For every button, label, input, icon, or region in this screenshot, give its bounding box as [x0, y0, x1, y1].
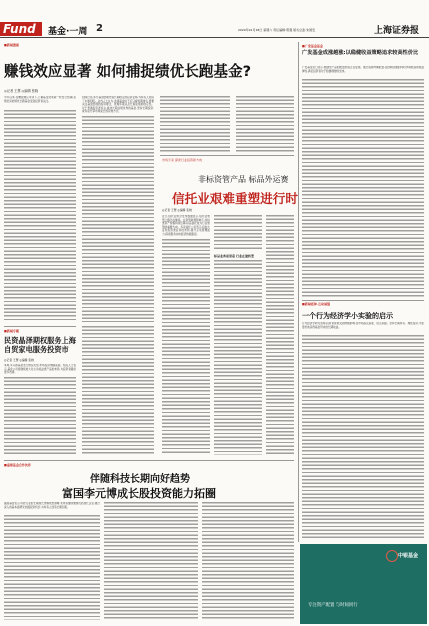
sidebar-col-1 — [4, 377, 76, 455]
lead-byline: ◎记者 王慧 ◎编辑 张晓 — [4, 89, 39, 93]
feature-headline: 信托业艰难重塑进行时 — [172, 191, 298, 206]
masthead-date-line: 2020年01月18日 星期六 责任编辑:陈强 版式总监:朱国安 — [238, 28, 316, 32]
right-top-body: 广发基金近日表示,稳健型产品的配置价值正在显现。通过股债均衡配置,在控制回撤的同时争取较高的收益弹性,满足投资者对于稳健理财的需求。 — [302, 66, 424, 73]
sidebar-body: 本周,多只新基金发行情况火热,市场投资情绪高涨。相关人士表示,基金公司将继续加大对主动权益类产品的布局,为投资者提供更多选择。 — [4, 364, 76, 375]
sidebar-label: ■新闻专题 — [4, 329, 19, 333]
ad-brand: 中银基金 — [398, 553, 419, 559]
lead-col-2 — [82, 116, 154, 322]
masthead — [0, 22, 429, 36]
bottom-headline: 富国李元博成长股投资能力拓圈 — [62, 487, 216, 500]
right-bottom-rule — [302, 300, 424, 301]
lead-headline: 赚钱效应显著 如何捕捉绩优长跑基金? — [4, 63, 252, 80]
ad-block — [300, 544, 427, 624]
masthead-section: 基金·一周 — [48, 27, 88, 37]
feature-section-title: 标品业务前景看 行业在途转型 — [214, 254, 255, 258]
lead-col-1 — [4, 110, 76, 322]
feature-col-4 — [266, 215, 294, 455]
lead-body: 回顾过往,部分基金经理凭借长期稳定的投资业绩,为持有人创造了丰厚回报。业内人士认为,选择基金时不应只看短期排名,更要关注基金经理的投资理念、管理年限以及长期业绩的稳定性。对于普通投资者而言,挑选长期业绩优秀的基金,坚持长期投资,或许是分享市场成长的有效方式。 — [82, 96, 154, 114]
ad-slogan: 专注资产配置 与时间同行 — [308, 603, 358, 608]
bottom-col-2 — [104, 502, 198, 620]
lead-col-3 — [160, 96, 230, 152]
column-divider — [298, 42, 299, 542]
right-top-headline: 广发基金成涨越涨:以稳健收益策略追求较高性价比 — [302, 50, 419, 56]
feature-body: 近日,信托业协会发布数据显示,信托业转型之路仍在继续。在资管新规影响下,非标类资产规模持续压降,标品信托成为行业转型的重要方向。多家信托公司表示,将加大证券投资类业务的布局,提升主动管理能力,探索服务实体经济的新路径。 — [162, 215, 210, 236]
right-bottom-body: 行为经济学研究表明,投资者常常受到情绪影响,在市场高点追涨、低点杀跌。坚持长期持有、理性投资,才能更好地获得基金带来的长期收益。 — [302, 322, 424, 329]
bottom-label: ■重要基金合作伙伴 — [4, 463, 31, 467]
ad-logo-icon — [386, 550, 398, 562]
right-bottom-headline: 一个行为经济学小实验的启示 — [302, 312, 393, 320]
right-top-label: ■广发基金基金 — [302, 44, 323, 48]
sidebar-rule — [4, 326, 76, 327]
bottom-kicker: 伴随科技长期向好趋势 — [90, 474, 190, 485]
lead-label: ■新闻透视 — [4, 43, 19, 47]
right-bottom-label: ■新闻延伸·互动展望 — [302, 302, 330, 306]
masthead-paper-name: 上海证券报 — [374, 26, 420, 36]
masthead-rule — [0, 37, 429, 38]
lead-col-4 — [236, 96, 294, 152]
bottom-col-1 — [4, 515, 100, 620]
right-bottom-col — [302, 335, 424, 539]
feature-col-2 — [214, 215, 262, 251]
masthead-number: 2 — [96, 23, 103, 34]
masthead-logo-text: Fund — [3, 22, 36, 36]
sidebar-headline: 民资晶泽期权服务上海自贸家电服务投资市 — [4, 336, 76, 354]
feature-subtitle: 非标资管产品 标品外运赛 — [198, 175, 289, 184]
feature-top-rule — [160, 155, 294, 156]
feature-kicker: 市场专家 探索行业投资新方向 — [162, 158, 202, 162]
feature-col-3 — [214, 260, 262, 455]
right-top-col — [302, 79, 424, 297]
feature-byline: ◎记者 王慧 ◎编辑 张晓 — [162, 208, 192, 212]
sidebar-byline: ◎记者 王慧 ◎编辑 张晓 — [4, 358, 34, 362]
feature-col-1 — [162, 239, 210, 455]
lead-intro: 今年以来,在赚钱效应带动下,公募基金迎来新一轮发行热潮,业绩优异的绩优长跑基金受到投资者关注。 — [4, 96, 76, 103]
bottom-body: 富国基金表示,科技行业的长期成长逻辑依然清晰,未来将继续聚焦优质成长企业,通过深入的基本面研究挖掘投资机会,为持有人创造长期回报。 — [4, 502, 100, 509]
sidebar-col-2 — [82, 326, 154, 455]
bottom-rule — [4, 460, 294, 461]
bottom-col-3 — [202, 502, 294, 620]
